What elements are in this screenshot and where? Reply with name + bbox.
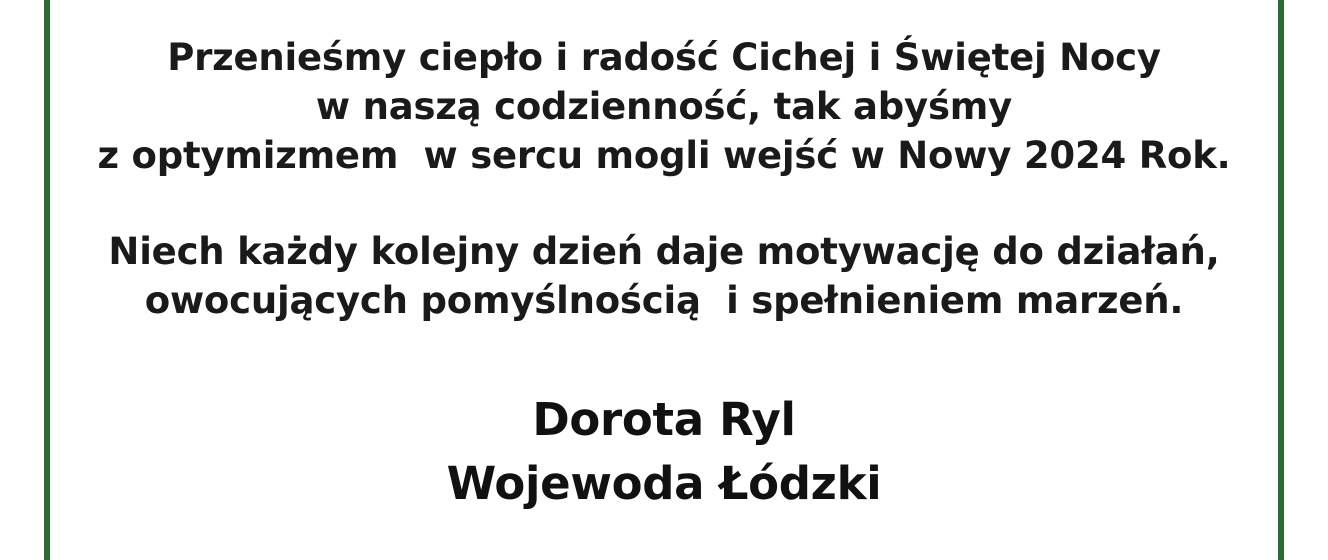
signature-block bbox=[50, 388, 1278, 516]
wish-line-1: Niech każdy kolejny dzień daje motywację do działań, bbox=[108, 230, 1220, 274]
wish-line-2: owocujących pomyślnością i spełnieniem marzeń. bbox=[144, 279, 1184, 323]
wish-paragraph bbox=[50, 228, 1278, 326]
greeting-paragraph bbox=[50, 34, 1278, 180]
greeting-line-1: Przenieśmy ciepło i radość Cichej i Świętej Nocy bbox=[167, 36, 1161, 79]
greeting-line-3: z optymizmem w sercu mogli wejść w Nowy 2024 Rok. bbox=[97, 133, 1231, 177]
card-content bbox=[50, 0, 1278, 560]
right-border-accent bbox=[1278, 0, 1284, 560]
signature-name: Dorota Ryl bbox=[532, 393, 796, 447]
greeting-line-2: w naszą codzienność, tak abyśmy bbox=[315, 84, 1013, 128]
signature-title: Wojewoda Łódzki bbox=[446, 457, 882, 511]
